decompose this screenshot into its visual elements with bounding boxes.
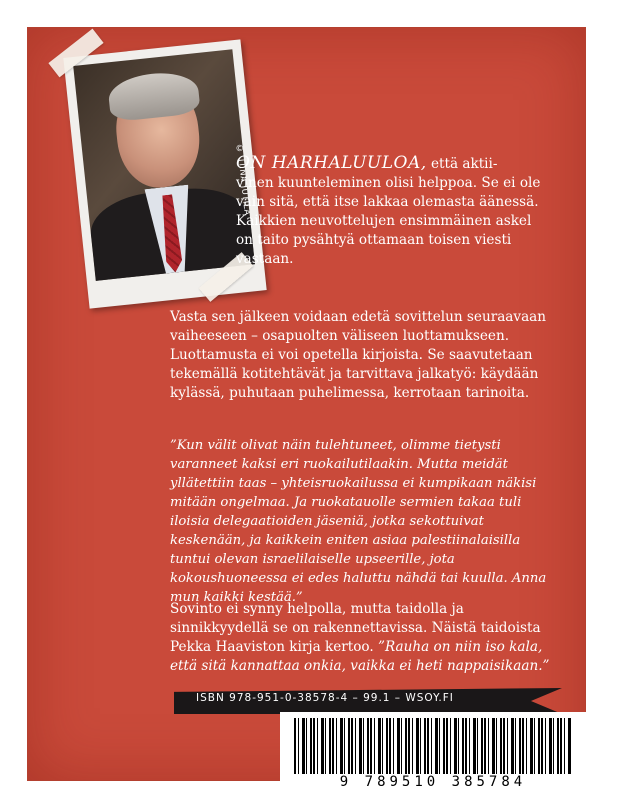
barcode-number: 9 789510 385784 <box>339 774 527 790</box>
book-back-cover <box>28 28 585 790</box>
intro-paragraph <box>236 154 552 269</box>
photo-credit: © TIINA JUTILA <box>234 143 252 217</box>
paragraph-trust: Vasta sen jälkeen voidaan edetä sovittelun seuraavaan vaiheeseen – osapuolten väliseen luottamukseen. Luottamusta ei voi opetella kirjoista. Se saavutetaan tekemällä kotitehtävät ja tarvittava jalkatyö: käydään kylässä, puhutaan puhelimessa, kerrotaan tarinoita. <box>170 309 547 401</box>
quote-block: ”Kun välit olivat näin tulehtuneet, olimme tietysti varanneet kaksi eri ruokailutilaakin. Mutta meidät yllätettiin taas – yhteisruokailussa ei kumpikaan näkisi mitään ongelmaa. Ja ruokatauolle sermien takaa tuli iloisia delegaatioiden jäseniä, jotka sekottuivat keskenään, ja kaikkein eniten asiaa palestiinalaisilla tuntui olevan israelilaiselle upseerille, jota kokoushuoneessa ei edes haluttu nähdä tai kuulla. Anna mun kaikki kestää.” <box>170 438 547 605</box>
closing-quote: ”Rauha on niin iso kala, että sitä kannattaa onkia, vaikka ei heti nappaisikaan.” <box>170 639 550 674</box>
isbn-text: ISBN 978-951-0-38578-4 – 99.1 – WSOY.FI <box>196 692 454 704</box>
intro-line-2: vinen kuunteleminen olisi helppoa. Se ei ole <box>236 175 541 191</box>
intro-line-1: että aktii- <box>430 156 498 172</box>
intro-line-3: vain sitä, että itse lakkaa olemasta äänessä. <box>236 194 539 210</box>
barcode <box>280 712 586 798</box>
paragraph-closing <box>170 600 560 676</box>
barcode-bars <box>294 718 572 774</box>
intro-line-4: Kaikkien neuvottelujen ensimmäinen askel <box>236 213 532 229</box>
closing-text: Sovinto ei synny helpolla, mutta taidolla ja sinnikkyydellä se on rakennettavissa. Näistä taidoista Pekka Haaviston kirja kertoo. <box>170 601 541 655</box>
author-photo <box>73 49 255 281</box>
intro-line-6: vastaan. <box>236 251 294 267</box>
intro-lead: ON HARHALUULOA, <box>236 153 427 173</box>
intro-line-5: on taito pysähtyä ottamaan toisen viesti <box>236 232 512 248</box>
